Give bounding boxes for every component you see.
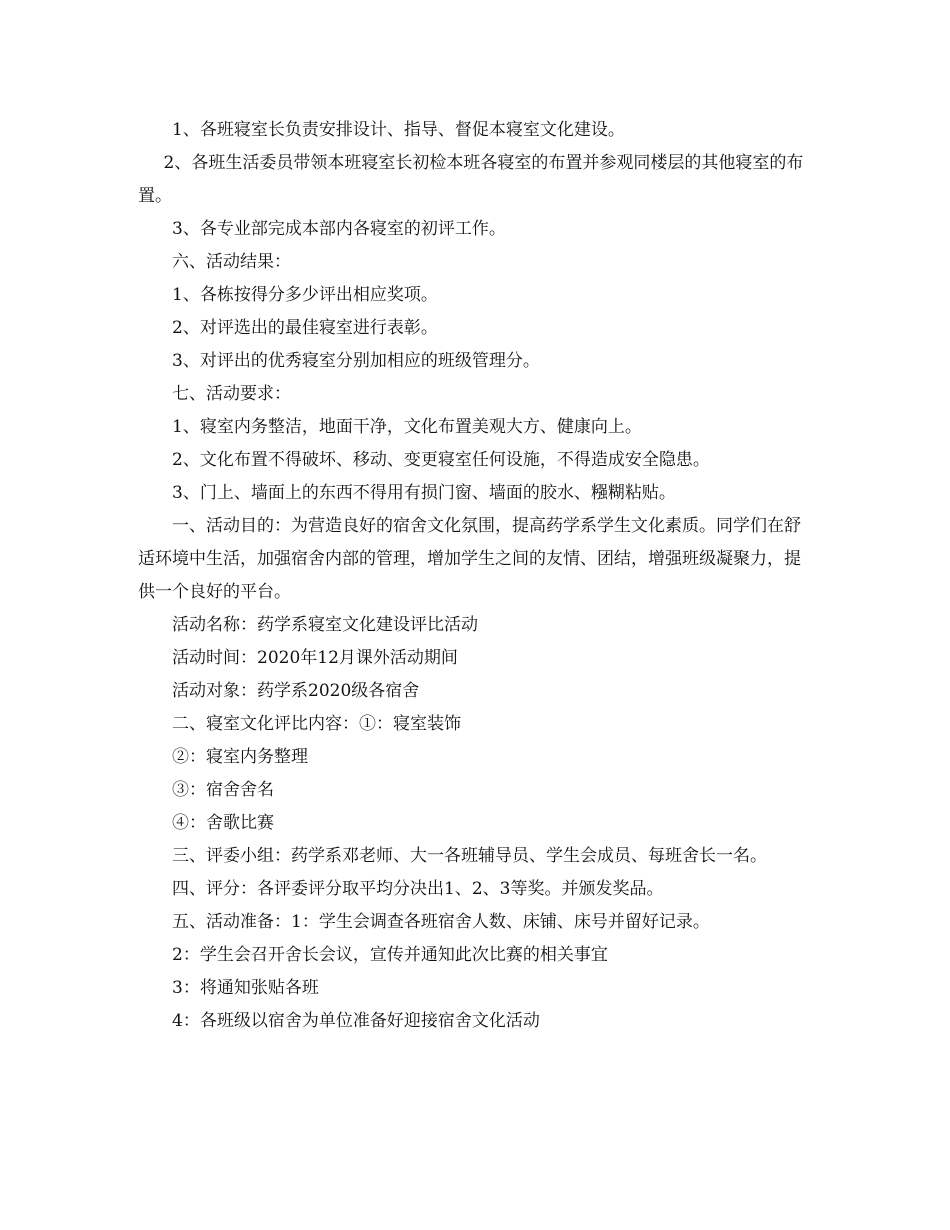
paragraph: 三、评委小组：药学系邓老师、大一各班辅导员、学生会成员、每班舍长一名。 [172, 846, 767, 866]
paragraph: 3、对评出的优秀寝室分别加相应的班级管理分。 [172, 351, 540, 371]
section-heading: 七、活动要求： [172, 384, 291, 404]
paragraph: 五、活动准备：1：学生会调查各班宿舍人数、床铺、床号并留好记录。 [172, 912, 710, 932]
section-heading: 六、活动结果： [172, 252, 291, 272]
paragraph: 活动名称：药学系寝室文化建设评比活动 [172, 615, 478, 635]
paragraph: ④：舍歌比赛 [172, 813, 274, 833]
paragraph: 2：学生会召开舍长会议，宣传并通知此次比赛的相关事宜 [172, 945, 608, 965]
paragraph: 二、寝室文化评比内容：①：寝室装饰 [172, 714, 461, 734]
paragraph: 1、各班寝室长负责安排设计、指导、督促本寝室文化建设。 [172, 120, 625, 140]
paragraph: 3：将通知张贴各班 [172, 978, 319, 998]
paragraph: 4：各班级以宿舍为单位准备好迎接宿舍文化活动 [172, 1011, 540, 1031]
paragraph: ②：寝室内务整理 [172, 747, 308, 767]
paragraph: 2、各班生活委员带领本班寝室长初检本班各寝室的布置并参观同楼层的其他寝室的布置。 [138, 153, 804, 206]
paragraph: 一、活动目的：为营造良好的宿舍文化氛围，提高药学系学生文化素质。同学们在舒适环境中生活，加强宿舍内部的管理，增加学生之间的友情、团结，增强班级凝聚力，提供一个良好的平台。 [138, 516, 801, 602]
paragraph: 1、寝室内务整洁，地面干净，文化布置美观大方、健康向上。 [172, 417, 642, 437]
paragraph: 四、评分：各评委评分取平均分决出1、2、3等奖。并颁发奖品。 [172, 879, 664, 899]
paragraph: 3、门上、墙面上的东西不得用有损门窗、墙面的胶水、糨糊粘贴。 [172, 483, 676, 503]
paragraph: 活动时间：2020年12月课外活动期间 [172, 648, 458, 668]
paragraph: 活动对象：药学系2020级各宿舍 [172, 681, 420, 701]
paragraph: ③：宿舍舍名 [172, 780, 274, 800]
paragraph: 1、各栋按得分多少评出相应奖项。 [172, 285, 438, 305]
paragraph: 2、对评选出的最佳寝室进行表彰。 [172, 318, 438, 338]
paragraph: 3、各专业部完成本部内各寝室的初评工作。 [172, 219, 506, 239]
paragraph: 2、文化布置不得破坏、移动、变更寝室任何设施，不得造成安全隐患。 [172, 450, 710, 470]
